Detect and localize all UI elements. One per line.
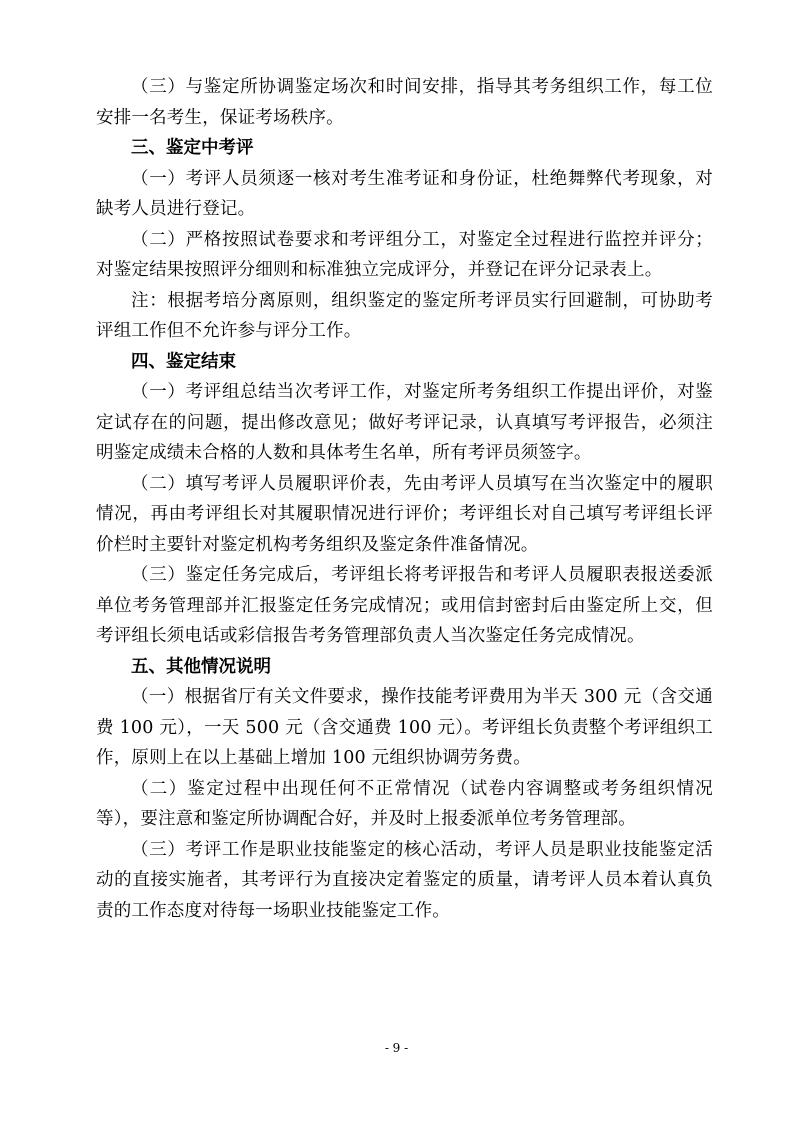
para-3-2: （二）严格按照试卷要求和考评组分工，对鉴定全过程进行监控并评分；对鉴定结果按照评分细则和标准独立完成评分，并登记在评分记录表上。 (96, 229, 713, 280)
para-3-3: （三）与鉴定所协调鉴定场次和时间安排，指导其考务组织工作，每工位安排一名考生，保证考场秩序。 (96, 77, 713, 128)
section-heading-3: 三、鉴定中考评 (131, 138, 254, 158)
para-5-1: （一）根据省厅有关文件要求，操作技能考评费用为半天 300 元（含交通费 100 元），一天 500 元（含交通费 100 元）。考评组长负责整个考评组织工作，原则上在以上基础上增加 100 元组织协调劳务费。 (96, 687, 713, 768)
para-5-2: （二）鉴定过程中出现任何不正常情况（试卷内容调整或考务组织情况等），要注意和鉴定所协调配合好，并及时上报委派单位考务管理部。 (96, 778, 713, 829)
para-4-3: （三）鉴定任务完成后，考评组长将考评报告和考评人员履职表报送委派单位考务管理部并汇报鉴定任务完成情况；或用信封密封后由鉴定所上交，但考评组长须电话或彩信报告考务管理部负责人当次鉴定任务完成情况。 (96, 565, 713, 646)
section-heading-4: 四、鉴定结束 (131, 351, 236, 372)
para-3-1: （一）考评人员须逐一核对考生准考证和身份证，杜绝舞弊代考现象，对缺考人员进行登记。 (96, 168, 713, 219)
para-4-1: （一）考评组总结当次考评工作，对鉴定所考务组织工作提出评价，对鉴定试存在的问题，提出修改意见；做好考评记录，认真填写考评报告，必须注明鉴定成绩未合格的人数和具体考生名单，所有考评员须签字。 (96, 382, 713, 463)
para-3-note: 注：根据考培分离原则，组织鉴定的鉴定所考评员实行回避制，可协助考评组工作但不允许参与评分工作。 (96, 290, 713, 341)
document-body (96, 72, 713, 926)
page-number: - 9 - (384, 1041, 409, 1055)
para-5-3: （三）考评工作是职业技能鉴定的核心活动，考评人员是职业技能鉴定活动的直接实施者，其考评行为直接决定着鉴定的质量，请考评人员本着认真负责的工作态度对待每一场职业技能鉴定工作。 (96, 839, 713, 921)
section-heading-5: 五、其他情况说明 (131, 656, 271, 677)
para-4-2: （二）填写考评人员履职评价表，先由考评人员填写在当次鉴定中的履职情况，再由考评组长对其履职情况进行评价；考评组长对自己填写考评组长评价栏时主要针对鉴定机构考务组织及鉴定条件准备情况。 (96, 473, 713, 555)
